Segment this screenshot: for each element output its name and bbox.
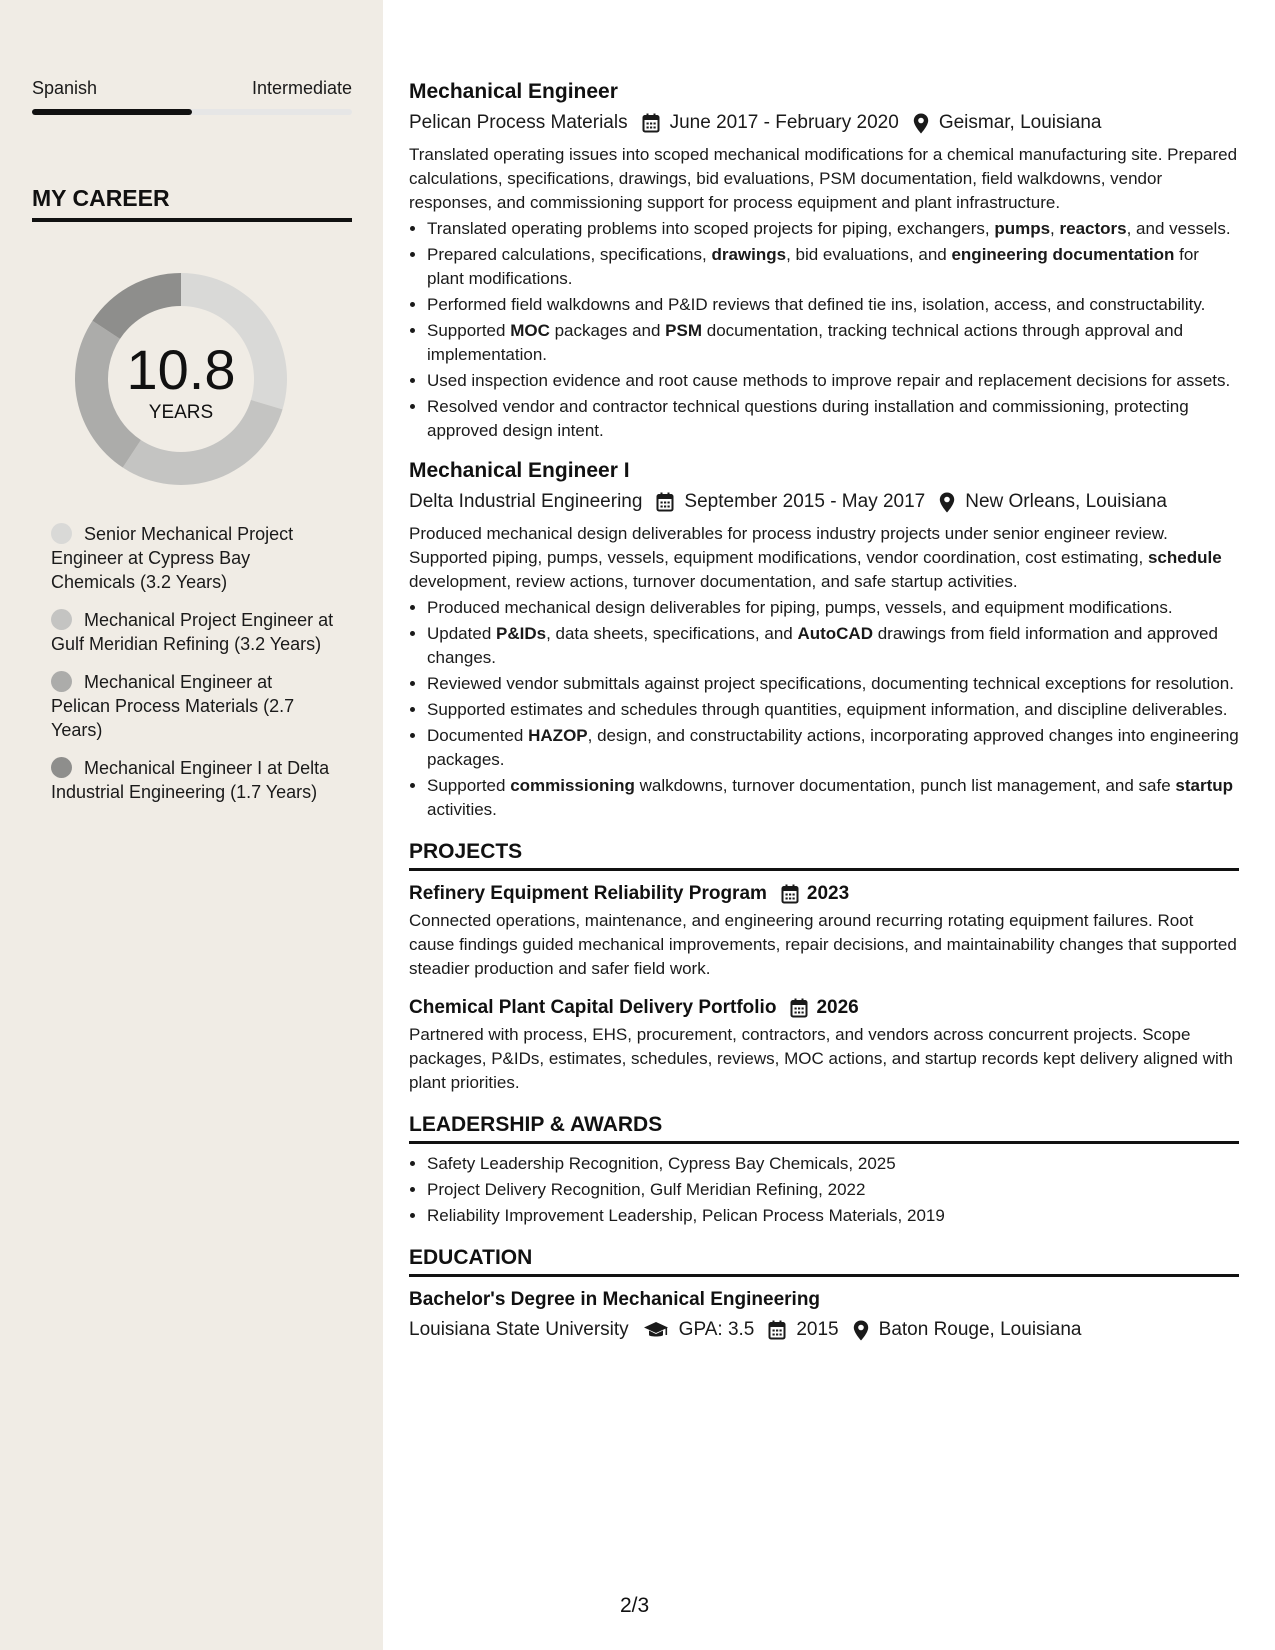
bullet-item bbox=[427, 369, 1239, 393]
career-heading: MY CAREER bbox=[32, 185, 352, 222]
job-meta bbox=[409, 488, 1239, 516]
calendar-icon bbox=[642, 113, 660, 133]
project-title-row bbox=[409, 881, 1239, 907]
bold-text: HAZOP bbox=[528, 726, 588, 745]
project-title-row bbox=[409, 995, 1239, 1021]
text: Reviewed vendor submittals against project specifications, documenting technical exceptions for resolution. bbox=[427, 674, 1234, 693]
text: Updated bbox=[427, 624, 496, 643]
bold-text: schedule bbox=[1147, 548, 1222, 567]
project-year: 2023 bbox=[806, 883, 850, 904]
bold-text: drawings bbox=[711, 245, 787, 264]
text: , bbox=[1050, 219, 1060, 238]
legend-item bbox=[51, 756, 336, 804]
map-pin-icon bbox=[913, 113, 929, 134]
legend-label: Mechanical Project Engineer at Gulf Meridian Refining (3.2 Years) bbox=[51, 610, 334, 654]
text: Produced mechanical design deliverables for piping, pumps, vessels, and equipment modifications. bbox=[427, 598, 1173, 617]
bold-text: commissioning bbox=[510, 776, 635, 795]
language-name: Spanish bbox=[32, 78, 98, 98]
gpa-value: GPA: 3.5 bbox=[678, 1319, 755, 1340]
leadership-list bbox=[409, 1152, 1239, 1228]
job-dates: June 2017 - February 2020 bbox=[669, 112, 899, 133]
legend-dot bbox=[51, 523, 72, 544]
legend-label: Mechanical Engineer I at Delta Industrial Engineering (1.7 Years) bbox=[51, 758, 330, 802]
legend-label: Senior Mechanical Project Engineer at Cypress Bay Chemicals (3.2 Years) bbox=[51, 524, 294, 592]
text: Performed field walkdowns and P&ID reviews that defined tie ins, isolation, access, and constructability. bbox=[427, 295, 1206, 314]
bullet-item bbox=[427, 319, 1239, 367]
bold-text: P&IDs bbox=[496, 624, 547, 643]
text: , data sheets, specifications, and bbox=[546, 624, 798, 643]
text: activities. bbox=[427, 800, 497, 819]
company-name: Delta Industrial Engineering bbox=[409, 491, 643, 512]
bullet-item bbox=[427, 698, 1239, 722]
job-title: Mechanical Engineer bbox=[409, 80, 618, 103]
career-total-years: 10.8 bbox=[126, 338, 236, 401]
text: documentation, tracking technical actions through approval and implementation. bbox=[427, 321, 1184, 364]
legend-item bbox=[51, 608, 336, 656]
project-title: Refinery Equipment Reliability Program bbox=[409, 883, 767, 904]
bullet-item bbox=[427, 774, 1239, 822]
text: , bid evaluations, and bbox=[786, 245, 952, 264]
legend-item bbox=[51, 670, 336, 742]
bullet-item bbox=[427, 293, 1239, 317]
school-name: Louisiana State University bbox=[409, 1319, 629, 1340]
legend-dot bbox=[51, 671, 72, 692]
award-item: • Project Delivery Recognition, Gulf Meridian Refining, 2022 bbox=[427, 1178, 1239, 1202]
language-row bbox=[32, 78, 352, 99]
map-pin-icon bbox=[853, 1320, 869, 1341]
job-title: Mechanical Engineer I bbox=[409, 459, 630, 482]
language-proficiency-fill bbox=[32, 109, 192, 115]
company-name: Pelican Process Materials bbox=[409, 112, 628, 133]
job-summary bbox=[409, 522, 1239, 594]
bullet-item bbox=[427, 243, 1239, 291]
project-year: 2026 bbox=[816, 997, 859, 1018]
education-location: Baton Rouge, Louisiana bbox=[878, 1319, 1082, 1340]
bold-text: engineering documentation bbox=[951, 245, 1175, 264]
text: for plant modifications. bbox=[427, 245, 1199, 288]
job-summary: Translated operating issues into scoped mechanical modifications for a chemical manufacturing site. Prepared calculations, specifications, drawings, bid evaluations, PSM documentation, field walkdowns, vendor responses, and commissioning support for process equipment and plant infrastructure. bbox=[409, 145, 1238, 212]
bold-text: MOC bbox=[510, 321, 550, 340]
degree-title bbox=[409, 1287, 1239, 1313]
calendar-icon bbox=[781, 884, 799, 904]
text: Documented bbox=[427, 726, 529, 745]
main-content bbox=[409, 78, 1239, 1344]
job-meta bbox=[409, 109, 1239, 137]
gpa-icon-wrap bbox=[643, 1321, 669, 1339]
legend-dot bbox=[51, 757, 72, 778]
experience-entry bbox=[409, 457, 1239, 822]
bold-text: pumps bbox=[994, 219, 1051, 238]
calendar-icon bbox=[768, 1320, 786, 1340]
text: packages and bbox=[549, 321, 666, 340]
degree-name: Bachelor's Degree in Mechanical Engineering bbox=[409, 1289, 821, 1310]
text: Supported bbox=[427, 776, 511, 795]
map-pin-icon bbox=[939, 492, 955, 513]
bullet-item bbox=[427, 622, 1239, 670]
date-icon-wrap bbox=[768, 1320, 786, 1340]
education-meta bbox=[409, 1316, 1239, 1344]
text: Supported bbox=[427, 321, 511, 340]
text: Used inspection evidence and root cause methods to improve repair and replacement decisions for assets. bbox=[427, 371, 1231, 390]
project-description: Connected operations, maintenance, and engineering around recurring rotating equipment failures. Root cause findings guided mechanical improvements, repair decisions, and maintainability changes that supported steadier production and safer field work. bbox=[409, 911, 1237, 978]
text: Prepared calculations, specifications, bbox=[427, 245, 712, 264]
text: Produced mechanical design deliverables for process industry projects under senior engineer review. Supported piping, pumps, vessels, equipment modifications, vendor coordination, cost estimating, bbox=[409, 524, 1168, 567]
leadership-heading: LEADERSHIP & AWARDS bbox=[409, 1113, 1239, 1144]
location-icon-wrap bbox=[853, 1320, 869, 1341]
text: drawings from field information and approved changes. bbox=[427, 624, 1218, 667]
job-bullets bbox=[409, 596, 1239, 822]
legend-item bbox=[51, 522, 336, 594]
text: Translated operating problems into scoped projects for piping, exchangers, bbox=[427, 219, 995, 238]
projects-heading: PROJECTS bbox=[409, 840, 1239, 871]
sidebar bbox=[0, 0, 383, 1650]
text: walkdowns, turnover documentation, punch list management, and safe bbox=[634, 776, 1176, 795]
job-location: New Orleans, Louisiana bbox=[965, 491, 1167, 512]
bullet-item bbox=[427, 672, 1239, 696]
legend-label: Mechanical Engineer at Pelican Process Materials (2.7 Years) bbox=[51, 672, 295, 740]
location-icon-wrap bbox=[913, 113, 929, 134]
text: Resolved vendor and contractor technical questions during installation and commissioning, protecting approved design intent. bbox=[427, 397, 1189, 440]
job-dates: September 2015 - May 2017 bbox=[684, 491, 926, 512]
project-title: Chemical Plant Capital Delivery Portfolio bbox=[409, 997, 777, 1018]
language-proficiency-bar bbox=[32, 109, 352, 115]
date-icon-wrap bbox=[642, 113, 660, 133]
award-item: • Reliability Improvement Leadership, Pelican Process Materials, 2019 bbox=[427, 1204, 1239, 1228]
bullet-item bbox=[427, 217, 1239, 241]
text: , design, and constructability actions, incorporating approved changes into engineering packages. bbox=[427, 726, 1239, 769]
education-heading: EDUCATION bbox=[409, 1246, 1239, 1277]
text: development, review actions, turnover documentation, and safe startup activities. bbox=[409, 572, 1018, 591]
experience-entry bbox=[409, 78, 1239, 443]
text: Supported estimates and schedules through quantities, equipment information, and discipline deliverables. bbox=[427, 700, 1228, 719]
bold-text: AutoCAD bbox=[797, 624, 873, 643]
job-bullets bbox=[409, 217, 1239, 443]
legend-dot bbox=[51, 609, 72, 630]
bold-text: PSM bbox=[665, 321, 703, 340]
project-description: Partnered with process, EHS, procurement, contractors, and vendors across concurrent projects. Scope packages, P&IDs, estimates, schedules, reviews, MOC actions, and startup records kept delivery aligned with plant priorities. bbox=[409, 1025, 1233, 1092]
page-number: 2/3 bbox=[620, 1594, 650, 1617]
bold-text: reactors bbox=[1059, 219, 1127, 238]
text: , and vessels. bbox=[1126, 219, 1231, 238]
project-date bbox=[781, 881, 849, 907]
graduation-year: 2015 bbox=[796, 1319, 839, 1340]
bullet-item bbox=[427, 596, 1239, 620]
bold-text: startup bbox=[1175, 776, 1234, 795]
award-item: • Safety Leadership Recognition, Cypress Bay Chemicals, 2025 bbox=[427, 1152, 1239, 1176]
calendar-icon bbox=[656, 492, 674, 512]
donut-center bbox=[68, 266, 294, 492]
career-donut-chart bbox=[68, 266, 294, 492]
bullet-item bbox=[427, 724, 1239, 772]
calendar-icon bbox=[790, 998, 808, 1018]
career-total-unit: YEARS bbox=[148, 402, 214, 423]
language-level: Intermediate bbox=[251, 78, 352, 98]
date-icon-wrap bbox=[656, 492, 674, 512]
project-date bbox=[790, 995, 858, 1021]
job-location: Geismar, Louisiana bbox=[938, 112, 1102, 133]
bullet-item bbox=[427, 395, 1239, 443]
career-legend bbox=[51, 522, 336, 804]
location-icon-wrap bbox=[939, 492, 955, 513]
graduation-cap-icon bbox=[643, 1321, 669, 1339]
